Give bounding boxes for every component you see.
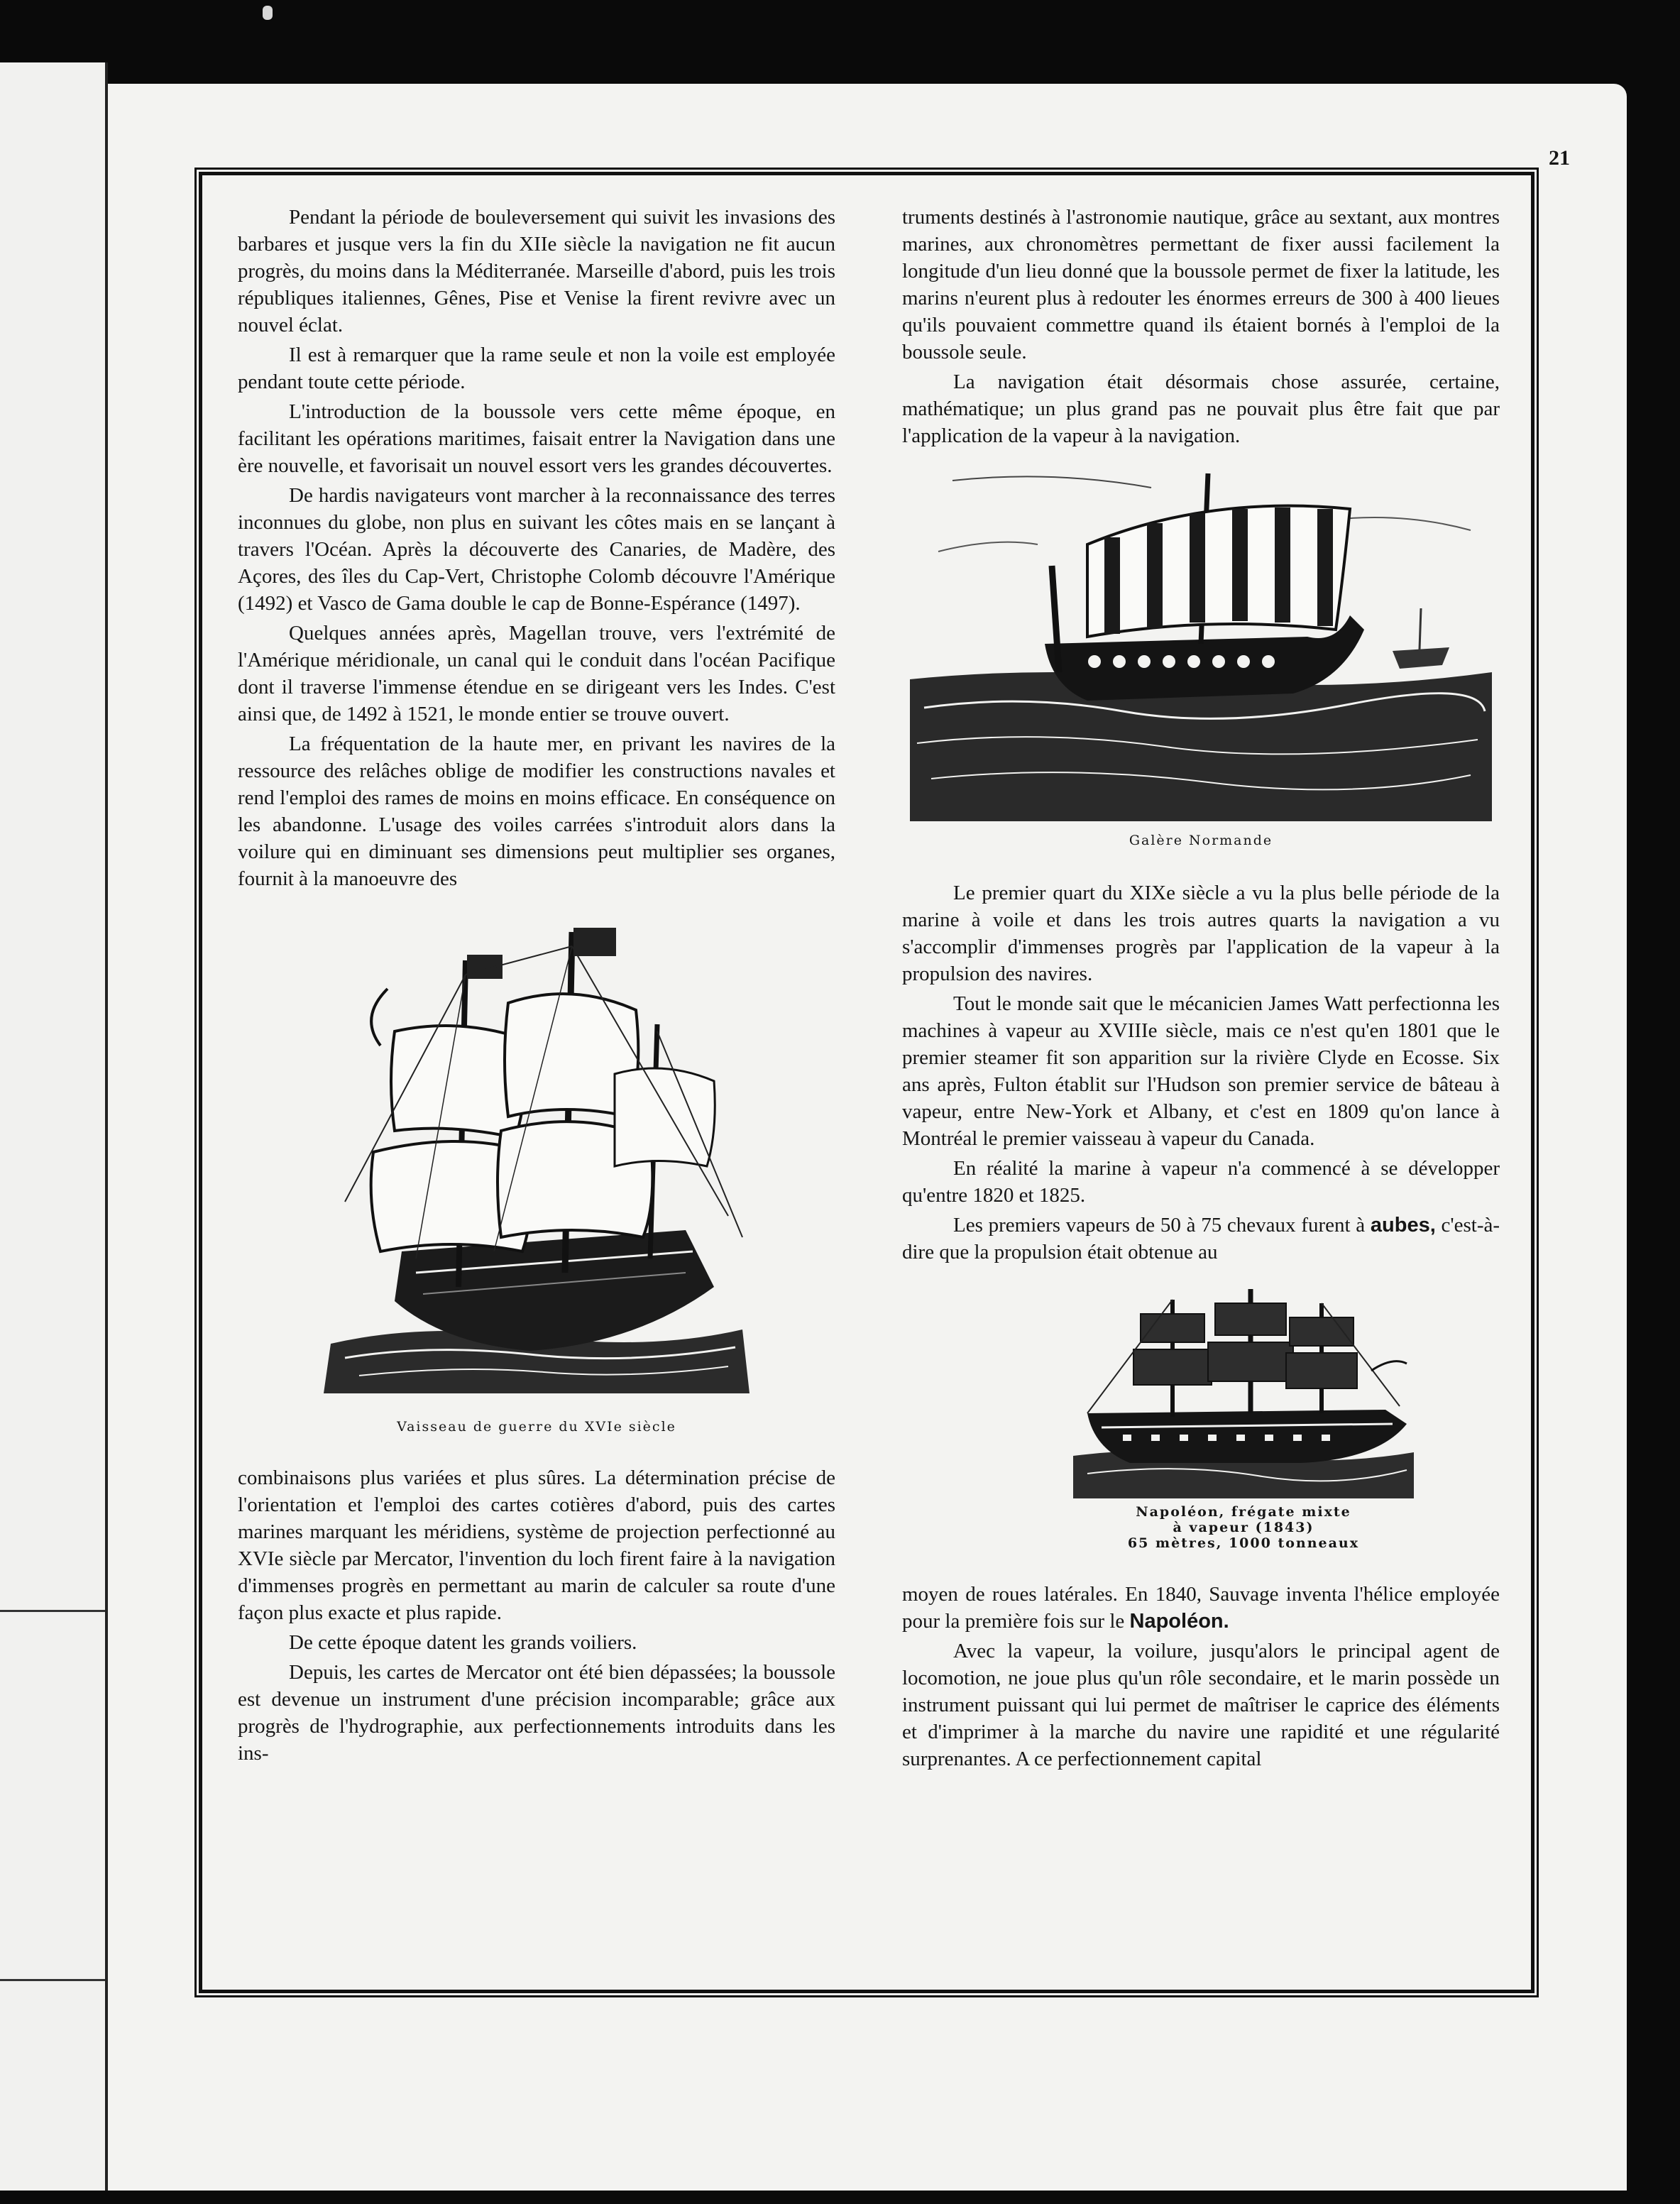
figure-caption: Vaisseau de guerre du XVIe siècle — [397, 1419, 676, 1435]
paragraph: combinaisons plus variées et plus sûres. La détermination précise de l'orientation et l'emploi des cartes cotières d'abord, puis des cartes marines marquant les méridiens, système de projection perfectionné au XVIe siècle par Mercator, l'invention du loch firent faire à la navigation d'immenses progrès en permettant au marin de calculer sa route d'une façon plus exacte et plus rapide. — [238, 1466, 835, 1624]
paragraph: L'introduction de la boussole vers cette même époque, en facilitant les opérations maritimes, faisait entrer la Navigation dans une ère nouvelle, et favorisait un nouvel essort vers les grandes découvertes. — [238, 400, 835, 477]
bold-term: Napoléon. — [1129, 1610, 1229, 1633]
facing-page-rule — [0, 1610, 105, 1612]
paragraph: En réalité la marine à vapeur n'a commencé à se développer qu'entre 1820 et 1825. — [902, 1157, 1500, 1207]
paragraph: truments destinés à l'astronomie nautique, grâce au sextant, aux montres marines, aux chronomètres permettant de fixer aussi facilement la longitude d'un lieu donné que la boussole permet de fixer la latitude, les marins n'eurent plus à redouter les énormes erreurs de 300 à 400 lieues qu'ils pouvaient commettre quand ils étaient bornés à l'emploi de la boussole seule. — [902, 206, 1500, 363]
paragraph: Tout le monde sait que le mécanicien James Watt perfectionna les machines à vapeur au XVIIIe siècle, mais ce n'est qu'en 1801 que le premier steamer fit son apparition sur la rivière Clyde en Ecosse. Six ans après, Fulton établit sur l'Hudson son premier service de bâteau à vapeur, entre New-York et Albany, et c'est en 1809 qu'on lance à Montréal le premier vaisseau à vapeur du Canada. — [902, 992, 1500, 1150]
figure-caption — [987, 1504, 1500, 1551]
paragraph-text: c'est-à-dire que la propulsion était obtenue au — [902, 1214, 1500, 1263]
paragraph: De hardis navigateurs vont marcher à la reconnaissance des terres inconnues du globe, non plus en suivant les côtes mais en se lançant à travers l'Océan. Après la découverte des Canaries, de Madère, des Açores, des îles du Cap-Vert, Christophe Colomb découvre l'Amérique (1492) et Vasco de Gama double le cap de Bonne-Espérance (1497). — [238, 484, 835, 615]
left-column — [238, 204, 835, 1770]
facing-page-edge — [0, 62, 108, 2191]
scan-mark — [263, 6, 273, 20]
paragraph: La navigation était désormais chose assurée, certaine, mathématique; un plus grand pas ne pouvait plus être fait que par l'application de la vapeur à la navigation. — [902, 371, 1500, 447]
galley-figure — [902, 466, 1500, 854]
napoleon-frigate-illustration — [1073, 1285, 1414, 1498]
text-frame — [199, 172, 1534, 1993]
book-page — [108, 84, 1627, 2191]
right-column — [902, 204, 1500, 1775]
norman-galley-illustration — [910, 466, 1492, 821]
paragraph: La fréquentation de la haute mer, en privant les navires de la ressource des relâches oblige de modifier les constructions navales et rend l'emploi des rames de moins en moins efficace. En conséquence on les abandonne. L'usage des voiles carrées s'introduit alors dans la voilure qui en diminuant ses dimensions peut multiplier ses organes, fournit à la manoeuvre des — [238, 733, 835, 890]
caption-line: 65 mètres, 1000 tonneaux — [1127, 1535, 1360, 1551]
frigate-figure — [902, 1285, 1500, 1551]
paragraph: Avec la vapeur, la voilure, jusqu'alors le principal agent de locomotion, ne joue plus qu'un rôle secondaire, et le marin possède un instrument puissant qui lui permet de maîtriser le caprice des éléments et d'imprimer à la marche du navire une rapidité et une régularité surprenantes. A ce perfectionnement capital — [902, 1640, 1500, 1770]
paragraph — [902, 1581, 1500, 1635]
paragraph: Il est à remarquer que la rame seule et non la voile est employée pendant toute cette période. — [238, 344, 835, 393]
paragraph-text: moyen de roues latérales. En 1840, Sauvage inventa l'hélice employée pour la première fois sur le — [902, 1583, 1500, 1633]
warship-figure — [238, 918, 835, 1440]
paragraph — [902, 1212, 1500, 1266]
caption-line: à vapeur (1843) — [1173, 1520, 1314, 1535]
paragraph: De cette époque datent les grands voiliers. — [289, 1631, 637, 1654]
paragraph: Le premier quart du XIXe siècle a vu la plus belle période de la marine à voile et dans les trois autres quarts la navigation a vu s'accomplir d'immenses progrès par l'application de la vapeur à la propulsion des navires. — [902, 882, 1500, 985]
page-number: 21 — [1549, 146, 1570, 170]
paragraph: Depuis, les cartes de Mercator ont été bien dépassées; la boussole est devenue un instrument d'une précision incomparable; grâce aux progrès de l'hydrographie, aux perfectionnements introduits dans les ins- — [238, 1661, 835, 1765]
paragraph-text: Les premiers vapeurs de 50 à 75 chevaux furent à — [953, 1214, 1366, 1237]
caption-line: Napoléon, frégate mixte — [1136, 1504, 1351, 1520]
paragraph: Quelques années après, Magellan trouve, vers l'extrémité de l'Amérique méridionale, un canal qui le conduit dans l'océan Pacifique dont il traverse l'immense étendue en se dirigeant vers les Indes. C'est ainsi que, de 1492 à 1521, le monde entier se trouve ouvert. — [238, 622, 835, 725]
paragraph: Pendant la période de bouleversement qui suivit les invasions des barbares et jusque vers la fin du XIIe siècle la navigation ne fit aucun progrès, du moins dans la Méditerranée. Marseille d'abord, puis les trois républiques italiennes, Gênes, Pise et Venise la firent revivre avec un nouvel éclat. — [238, 206, 835, 336]
facing-page-rule — [0, 1979, 105, 1981]
bold-term: aubes, — [1370, 1214, 1436, 1237]
figure-caption: Galère Normande — [1129, 833, 1273, 848]
warship-illustration — [317, 918, 757, 1408]
